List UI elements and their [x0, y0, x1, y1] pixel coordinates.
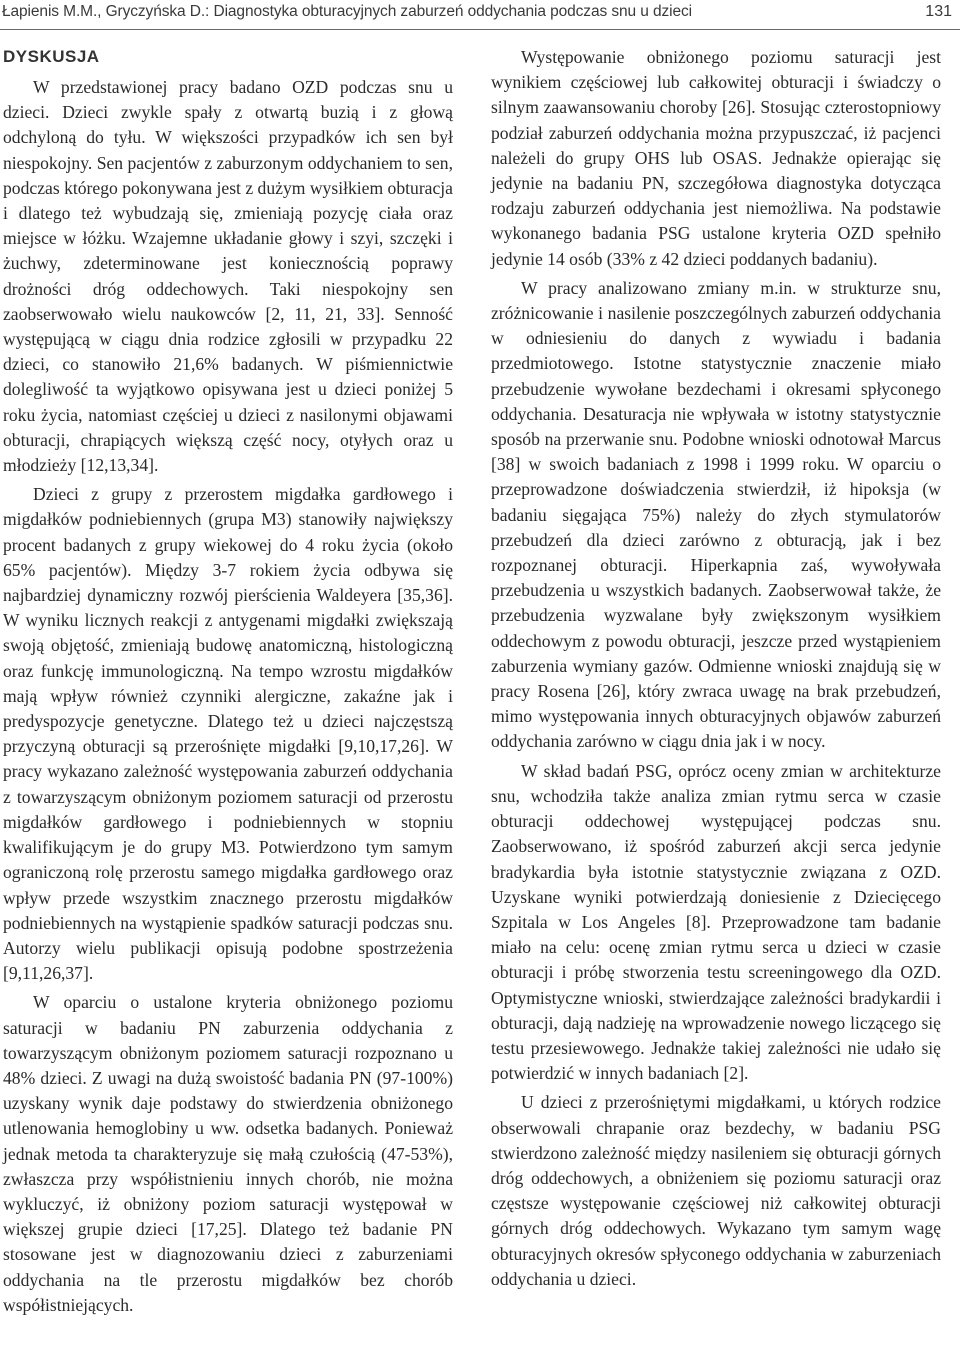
- running-title: Łapienis M.M., Gryczyńska D.: Diagnostyka obturacyjnych zaburzeń oddychania podczas snu u dzieci: [2, 3, 692, 20]
- body-paragraph: Występowanie obniżonego poziomu saturacji jest wynikiem częściowej lub całkowitej obturacji i świadczy o silnym zaawansowaniu choroby [26]. Stosując czterostopniowy podział zaburzeń oddychania można przypuszczać, iż pacjenci należeli do grupy OHS lub OSAS. Jednakże opierając się jedynie na badaniu PN, szczegółowa diagnostyka dotycząca rodzaju zaburzeń oddychania jest niemożliwa. Na podstawie wykonanego badania PSG ustalone kryteria OZD spełniło jedynie 14 osób (33% z 42 dzieci poddanych badaniu).: [491, 47, 941, 269]
- right-column: [491, 45, 941, 1292]
- body-paragraph: W przedstawionej pracy badano OZD podczas snu u dzieci. Dzieci zwykle spały z otwartą buzią i z głową odchyloną do tyłu. W większości przypadków ich sen był niespokojny. Sen pacjentów z zaburzonym oddychaniem to sen, podczas którego pokonywana jest z dużym wysiłkiem obturacja i dlatego też wybudzają się, zmieniają pozycję ciała oraz miejsce w łóżku. Wzajemne układanie głowy i szyi, szczęki i żuchwy, zdeterminowane jest koniecznością poprawy drożności dróg oddechowych. Taki niespokojny sen zaobserwowało wielu naukowców [2, 11, 21, 33]. Senność występującą w ciągu dnia rodzice zgłosili w przypadku 22 dzieci, co stanowiło 21,6% badanych. W piśmiennictwie dolegliwość ta wyjątkowo opisywana jest u dzieci poniżej 5 roku życia, natomiast częściej u dzieci z nasilonymi objawami obturacji, chrapiących większą część nocy, otyłych oraz u młodzieży [12,13,34].: [3, 77, 453, 476]
- body-paragraph: W skład badań PSG, oprócz oceny zmian w architekturze snu, wchodziła także analiza zmian rytmu serca w czasie obturacji oddechowej występującej podczas snu. Zaobserwowano, iż spośród zaburzeń akcji serca jedynie bradykardia była istotnie statystycznie związana z OZD. Uzyskane wyniki potwierdzają doniesienie z Dziecięcego Szpitala w Los Angeles [8]. Przeprowadzone tam badanie miało na celu: ocenę zmian rytmu serca u dzieci w czasie obturacji i próbę stworzenia testu screeningowego dla OZD. Optymistyczne wnioski, stwierdzające zależności bradykardii i obturacji, dają nadzieję na wprowadzenie nowego liczącego się testu przesiewowego. Jednakże takiej zależności nie udało się potwierdzić w innych badaniach [2].: [491, 760, 941, 1084]
- body-paragraph: W oparciu o ustalone kryteria obniżonego poziomu saturacji w badaniu PN zaburzenia oddychania z towarzyszącym obniżonym poziomem saturacji rozpoznano u 48% dzieci. Z uwagi na dużą swoistość badania PN (97-100%) uzyskany wynik daje podstawy do stwierdzenia obniżonego utlenowania hemoglobiny u ww. odsetka badanych. Ponieważ jednak metoda ta charakteryzuje się małą czułością (47-53%), zwłaszcza przy współistnieniu innych chorób, nie można wykluczyć, iż obniżony poziom saturacji występował w większej grupie dzieci [17,25]. Dlatego też badanie PN stosowane jest w diagnozowaniu dzieci z zaburzeniami oddychania na tle przerostu migdałków bez chorób współistniejących.: [3, 992, 453, 1315]
- section-title: DYSKUSJA: [3, 47, 100, 66]
- body-paragraph: Dzieci z grupy z przerostem migdałka gardłowego i migdałków podniebiennych (grupa M3) stanowiły największy procent badanych z grupy wiekowej do 4 roku życia (około 65% pacjentów). Między 3-7 rokiem życia odbywa się najbardziej dynamiczny rozwój pierścienia Waldeyera [35,36]. W wyniku licznych reakcji z antygenami migdałki zwiększają swoją objętość, zmieniają budowę anatomiczną, histologiczną oraz funkcję immunologiczną. Na tempo wzrostu migdałków mają wpływ również czynniki alergiczne, zakaźne jak i predyspozycje genetyczne. Dlatego też u dzieci najczęstszą przyczyną obturacji są przerośnięte migdałki [9,10,17,26]. W pracy wykazano zależność występowania zaburzeń oddychania z towarzyszącym obniżonym poziomem saturacji od przerostu migdałków gardłowego i podniebiennych w stopniu kwalifikującym je do grupy M3. Potwierdzono tym samym ograniczoną rolę przerostu samego migdałka gardłowego oraz wpływ przede wszystkim znacznego przerostu migdałków podniebiennych na wystąpienie spadków saturacji podczas snu. Autorzy wielu publikacji opisują podobne spostrzeżenia [9,11,26,37].: [3, 484, 453, 984]
- body-paragraph: U dzieci z przerośniętymi migdałkami, u których rodzice obserwowali chrapanie oraz bezdechy, w badaniu PSG stwierdzono zależność między nasileniem się obturacji górnych dróg oddechowych, a obniżeniem się poziomu saturacji oraz częstsze występowanie częściowej niż całkowitej obturacji górnych dróg oddechowych. Wykazano tym samym wagę obturacyjnych okresów spłyconego oddychania w zaburzeniach oddychania u dzieci.: [491, 1092, 941, 1289]
- page-number: 131: [925, 3, 952, 20]
- running-header: [0, 0, 960, 34]
- body-paragraph: W pracy analizowano zmiany m.in. w strukturze snu, zróżnicowanie i nasilenie poszczególnych zaburzeń oddychania w odniesieniu do danych z wywiadu i badania przedmiotowego. Istotne statystycznie znaczenie miało przebudzenie wywołane bezdechami i okresami spłyconego oddychania. Desaturacja nie wpływała w istotny statystycznie sposób na przerwanie snu. Podobne wnioski odnotował Marcus [38] w swoich badaniach z 1998 i 1999 roku. W oparciu o przeprowadzone doświadczenia stwierdził, iż hipoksja (w badaniu sięgająca 75%) należy do złych stymulatorów przebudzeń dla dzieci zarówno z obturacją, jak i bez rozpoznanej obturacji. Hiperkapnia zaś, wywoływała przebudzenia u wszystkich badanych. Zaobserwował także, że przebudzenia wyzwalane były zwiększonym wysiłkiem oddechowym z powodu obturacji, jeszcze przed wystąpieniem zaburzenia wymiany gazów. Odmienne wnioski znajdują się w pracy Rosena [26], który zwraca uwagę na brak przebudzeń, mimo występowania innych obturacyjnych objawów zaburzeń oddychania zarówno w ciągu dnia jak i w nocy.: [491, 277, 941, 752]
- header-rule: [0, 29, 960, 30]
- left-column: [3, 45, 453, 1318]
